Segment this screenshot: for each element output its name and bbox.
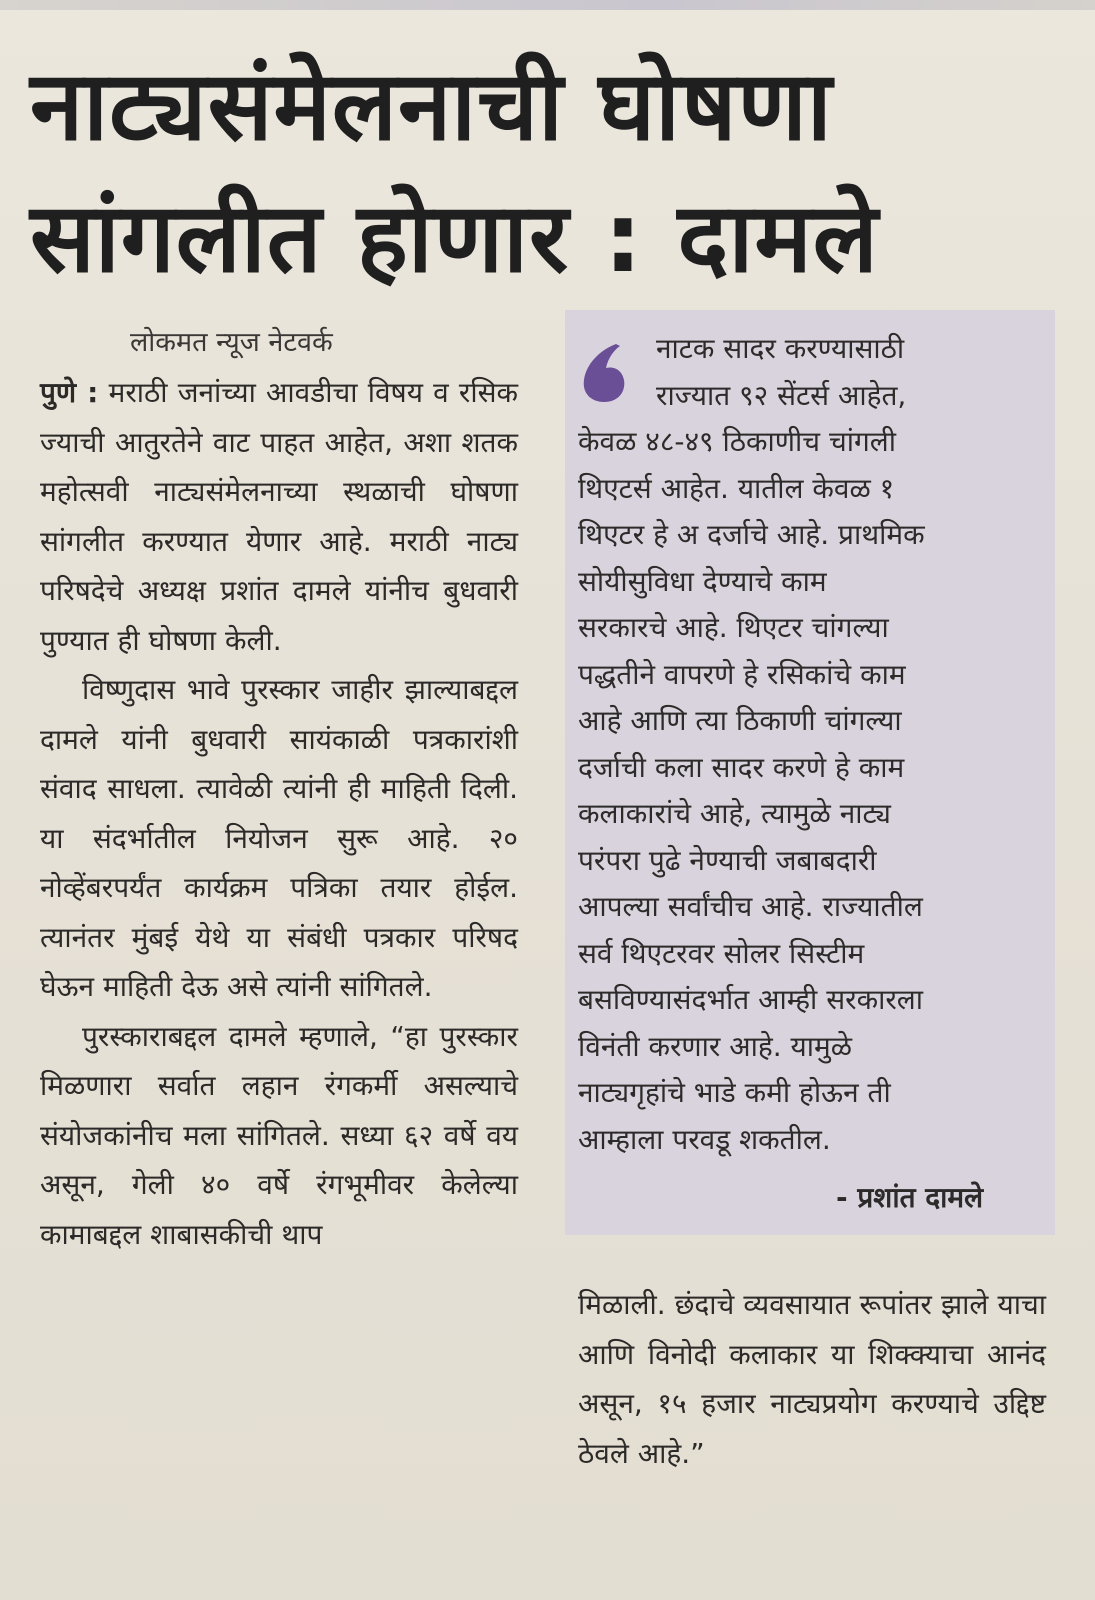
headline xyxy=(30,40,1070,304)
article-paragraph-3-continued: मिळाली. छंदाचे व्यवसायात रूपांतर झाले याचा आणि विनोदी कलाकार या शिक्क्याचा आनंद असून, १५ हजार नाट्यप्रयोग करण्याचे उद्दिष्ट ठेवले आहे.” xyxy=(578,1288,1046,1470)
quote-line: पद्धतीने वापरणे हे रसिकांचे काम xyxy=(578,657,906,691)
quote-line: केवळ ४८-४९ ठिकाणीच चांगली xyxy=(578,425,896,458)
quote-line: आपल्या सर्वांचीच आहे. राज्यातील xyxy=(578,890,923,923)
quote-author: - प्रशांत दामले xyxy=(836,1181,984,1214)
dateline: पुणे : xyxy=(40,376,99,409)
quote-line: नाटक सादर करण्यासाठी xyxy=(656,332,905,365)
quote-line: परंपरा पुढे नेण्याची जबाबदारी xyxy=(578,843,877,877)
quote-line: थिएटर हे अ दर्जाचे आहे. प्राथमिक xyxy=(578,518,925,551)
quote-line: कलाकारांचे आहे, त्यामुळे नाट्य xyxy=(578,797,891,830)
quote-line: सरकारचे आहे. थिएटर चांगल्या xyxy=(578,611,889,644)
quote-line: विनंती करणार आहे. यामुळे xyxy=(578,1029,853,1063)
pull-quote-text xyxy=(578,326,1028,1163)
top-edge-strip xyxy=(0,0,1095,10)
headline-line-1: नाट्यसंमेलनाची घोषणा xyxy=(30,50,833,162)
quote-line: आहे आणि त्या ठिकाणी चांगल्या xyxy=(578,704,902,737)
paragraph-1-text: मराठी जनांच्या आवडीचा विषय व रसिक ज्याची आतुरतेने वाट पाहत आहेत, अशा शतक महोत्सवी नाट्यसंमेलनाच्या स्थळाची घोषणा सांगलीत करण्यात येणार आहे. मराठी नाट्य परिषदेचे अध्यक्ष प्रशांत दामले यांनीच बुधवारी पुण्यात ही घोषणा केली. xyxy=(40,376,519,657)
quote-line: दर्जाची कला सादर करणे हे काम xyxy=(578,750,905,784)
quote-line: बसविण्यासंदर्भात आम्ही सरकारला xyxy=(578,983,924,1016)
quote-line: सोयीसुविधा देण्याचे काम xyxy=(578,564,827,598)
headline-line-2: सांगलीत होणार : दामले xyxy=(30,182,879,294)
quote-line: थिएटर्स आहेत. यातील केवळ १ xyxy=(578,471,895,505)
quote-line: राज्यात ९२ सेंटर्स आहेत, xyxy=(656,378,907,412)
article-paragraph-3: पुरस्काराबद्दल दामले म्हणाले, “हा पुरस्कार मिळणारा सर्वात लहान रंगकर्मी असल्याचे संयोजकांनीच मला सांगितले. सध्या ६२ वर्षे वय असून, गेली ४० वर्षे रंगभूमीवर केलेल्या कामाबद्दल शाबासकीची थाप xyxy=(40,1019,518,1251)
quote-line: आम्हाला परवडू शकतील. xyxy=(578,1122,831,1156)
article-right-column xyxy=(578,1280,1046,1478)
article-paragraph-1 xyxy=(40,368,518,665)
article-paragraph-2: विष्णुदास भावे पुरस्कार जाहीर झाल्याबद्दल दामले यांनी बुधवारी सायंकाळी पत्रकारांशी संवाद साधला. त्यावेळी त्यांनी ही माहिती दिली. या संदर्भातील नियोजन सुरू आहे. २० नोव्हेंबरपर्यंत कार्यक्रम पत्रिका तयार होईल. त्यानंतर मुंबई येथे या संबंधी पत्रकार परिषद घेऊन माहिती देऊ असे त्यांनी सांगितले. xyxy=(40,673,518,1003)
byline: लोकमत न्यूज नेटवर्क xyxy=(130,327,333,358)
quote-line: नाट्यगृहांचे भाडे कमी होऊन ती xyxy=(578,1076,891,1109)
article-left-column xyxy=(40,368,518,1259)
quote-line: सर्व थिएटरवर सोलर सिस्टीम xyxy=(578,936,865,970)
